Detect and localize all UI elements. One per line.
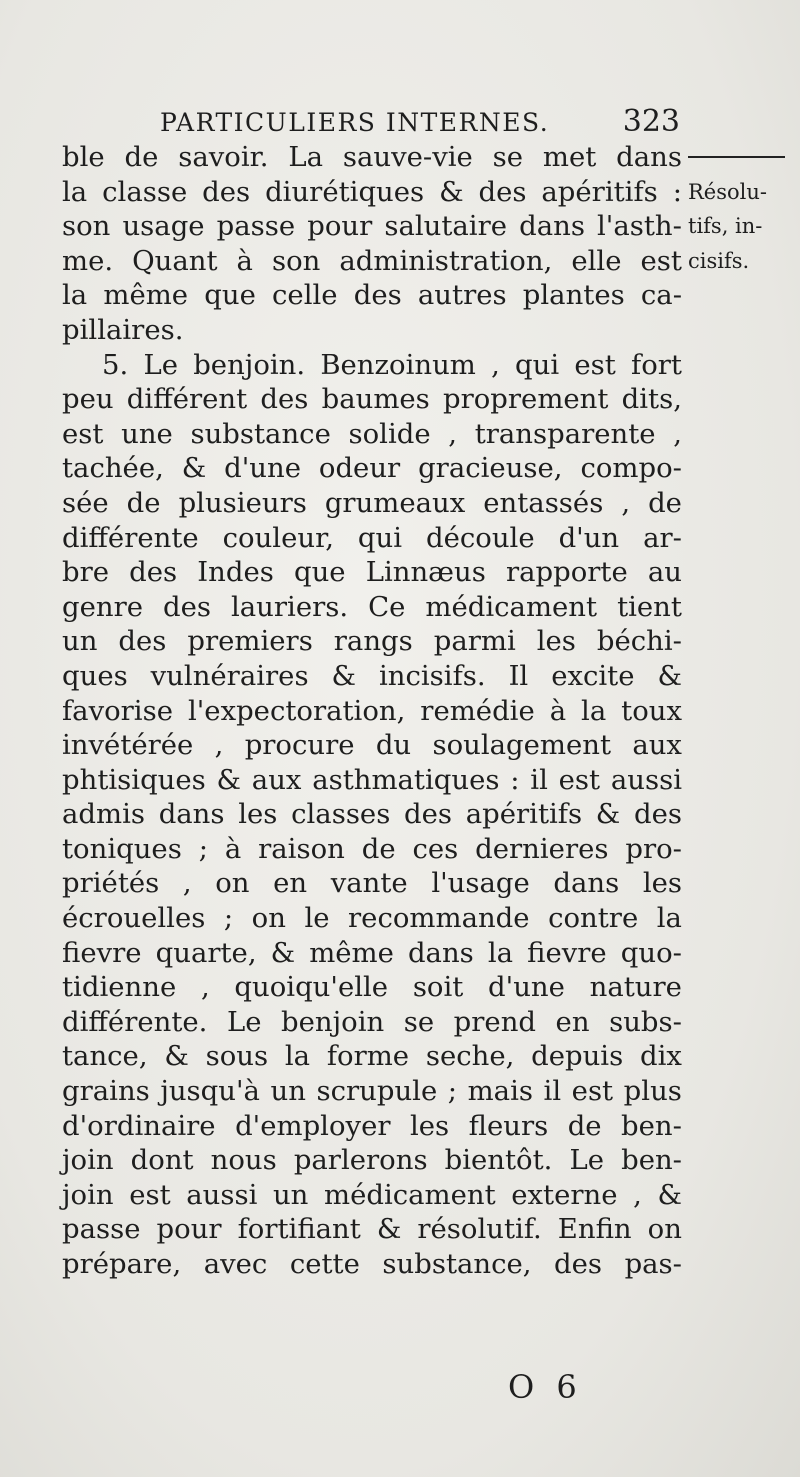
text-line: différente. Le benjoin se prend en subs- — [62, 1005, 682, 1038]
signature-mark: O 6 — [508, 1368, 583, 1406]
text-line: ques vulnéraires & incisifs. Il excite & — [62, 659, 682, 692]
text-line: tidienne , quoiqu'elle soit d'une nature — [62, 971, 682, 1004]
page-number: 323 — [622, 104, 680, 139]
running-title: PARTICULIERS INTERNES. — [160, 108, 550, 137]
text-line: tachée, & d'une odeur gracieuse, compo- — [62, 452, 682, 485]
text-block — [62, 140, 682, 1282]
text-line: invétérée , procure du soulagement aux — [62, 729, 682, 762]
text-line: d'ordinaire d'employer les fleurs de ben- — [62, 1109, 682, 1142]
text-line: la classe des diurétiques & des apéritifs : — [62, 175, 682, 208]
text-line: toniques ; à raison de ces dernieres pro- — [62, 832, 682, 865]
text-line: tance, & sous la forme seche, depuis dix — [62, 1040, 682, 1073]
text-line: fievre quarte, & même dans la fievre quo- — [62, 936, 682, 969]
margin-note — [688, 140, 793, 278]
margin-note-line: tifs, in- — [688, 214, 763, 239]
margin-note-line: cisifs. — [688, 248, 750, 273]
text-line: est une substance solide , transparente , — [62, 417, 682, 450]
text-line: peu différent des baumes proprement dits, — [62, 383, 682, 416]
text-line: favorise l'expectoration, remédie à la toux — [62, 694, 682, 727]
text-line: la même que celle des autres plantes ca- — [62, 279, 682, 312]
margin-note-line: Résolu- — [688, 179, 767, 204]
running-header — [160, 104, 680, 139]
margin-rule — [688, 140, 793, 175]
text-line: son usage passe pour salutaire dans l'asth- — [62, 210, 682, 243]
text-line: un des premiers rangs parmi les béchi- — [62, 625, 682, 658]
text-line: écrouelles ; on le recommande contre la — [62, 902, 682, 935]
text-line: grains jusqu'à un scrupule ; mais il est plus — [62, 1075, 682, 1108]
text-line: genre des lauriers. Ce médicament tient — [62, 590, 682, 623]
text-line: passe pour fortifiant & résolutif. Enfin on — [62, 1213, 682, 1246]
text-line: différente couleur, qui découle d'un ar- — [62, 521, 682, 554]
text-line: bre des Indes que Linnæus rapporte au — [62, 556, 682, 589]
text-line: sée de plusieurs grumeaux entassés , de — [62, 486, 682, 519]
text-line: phtisiques & aux asthmatiques : il est aussi — [62, 763, 682, 796]
text-line: me. Quant à son administration, elle est — [62, 244, 682, 277]
text-line: admis dans les classes des apéritifs & des — [62, 798, 682, 831]
text-line: join est aussi un médicament externe , & — [62, 1178, 682, 1211]
text-line: pillaires. — [62, 313, 184, 346]
text-line: prépare, avec cette substance, des pas- — [62, 1248, 682, 1280]
text-line: join dont nous parlerons bientôt. Le ben- — [62, 1144, 682, 1177]
text-line-section-start: 5. Le benjoin. Benzoinum , qui est fort — [102, 348, 682, 381]
text-line: priétés , on en vante l'usage dans les — [62, 867, 682, 900]
text-line: ble de savoir. La sauve-vie se met dans — [62, 141, 682, 173]
